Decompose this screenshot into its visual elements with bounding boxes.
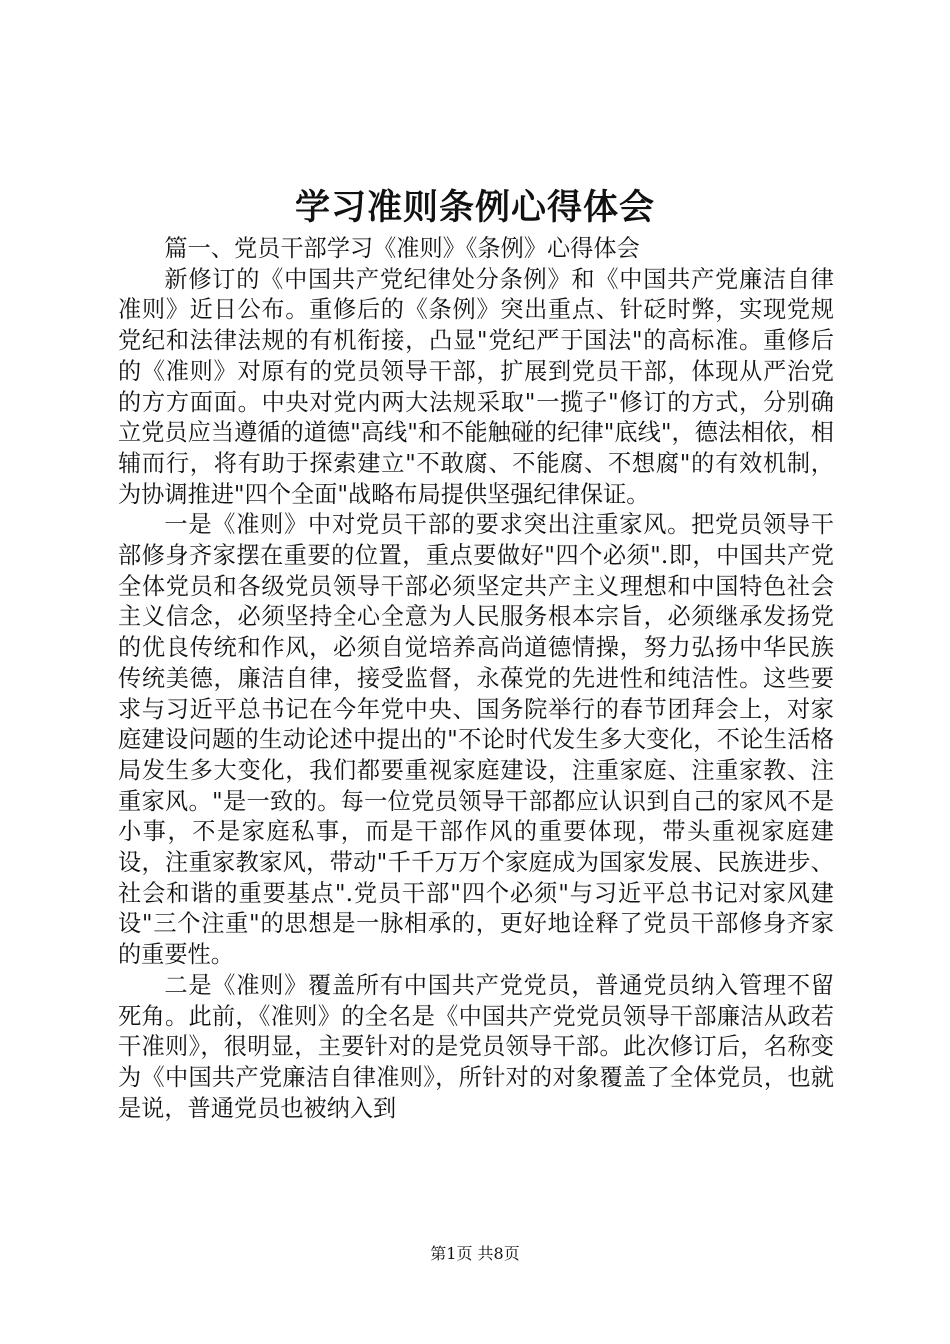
section-heading: 篇一、党员干部学习《准则》《条例》心得体会 [164,235,640,262]
document-title: 学习准则条例心得体会 [294,188,655,228]
paragraph-point-one: 一是《准则》中对党员干部的要求突出注重家风。把党员领导干部修身齐家摆在重要的位置，重点要做好"四个必须".即，中国共产党全体党员和各级党员领导干部必须坚定共产主义理想和中国特色社会主义信念，必须坚持全心全意为人民服务根本宗旨，必须继承发扬党的优良传统和作风，必须自觉培养高尚道德情操，努力弘扬中华民族传统美德，廉洁自律，接受监督，永葆党的先进性和纯洁性。这些要求与习近平总书记在今年党中央、国务院举行的春节团拜会上，对家庭建设问题的生动论述中提出的"不论时代发生多大变化，不论生活格局发生多大变化，我们都要重视家庭建设，注重家庭、注重家教、注重家风。"是一致的。每一位党员领导干部都应认识到自己的家风不是小事，不是家庭私事，而是干部作风的重要体现，带头重视家庭建设，注重家教家风，带动"千千万万个家庭成为国家发展、民族进步、社会和谐的重要基点".党员干部"四个必须"与习近平总书记对家风建设"三个注重"的思想是一脉相承的，更好地诠释了党员干部修身齐家的重要性。 [118,511,834,969]
document-body [118,234,834,1124]
page-footer: 第1页 共8页 [430,1244,520,1263]
paragraph-intro: 新修订的《中国共产党纪律处分条例》和《中国共产党廉洁自律准则》近日公布。重修后的《条例》突出重点、针砭时弊，实现党规党纪和法律法规的有机衔接，凸显"党纪严于国法"的高标准。重修后的《准则》对原有的党员领导干部，扩展到党员干部，体现从严治党的方方面面。中央对党内两大法规采取"一揽子"修订的方式，分别确立党员应当遵循的道德"高线"和不能触碰的纪律"底线"，德法相依，相辅而行，将有助于探索建立"不敢腐、不能腐、不想腐"的有效机制，为协调推进"四个全面"战略布局提供坚强纪律保证。 [118,265,834,508]
paragraph-point-two: 二是《准则》覆盖所有中国共产党党员，普通党员纳入管理不留死角。此前，《准则》的全名是《中国共产党党员领导干部廉洁从政若干准则》，很明显，主要针对的是党员领导干部。此次修订后，名称变为《中国共产党廉洁自律准则》，所针对的对象覆盖了全体党员，也就是说，普通党员也被纳入到 [118,971,834,1122]
